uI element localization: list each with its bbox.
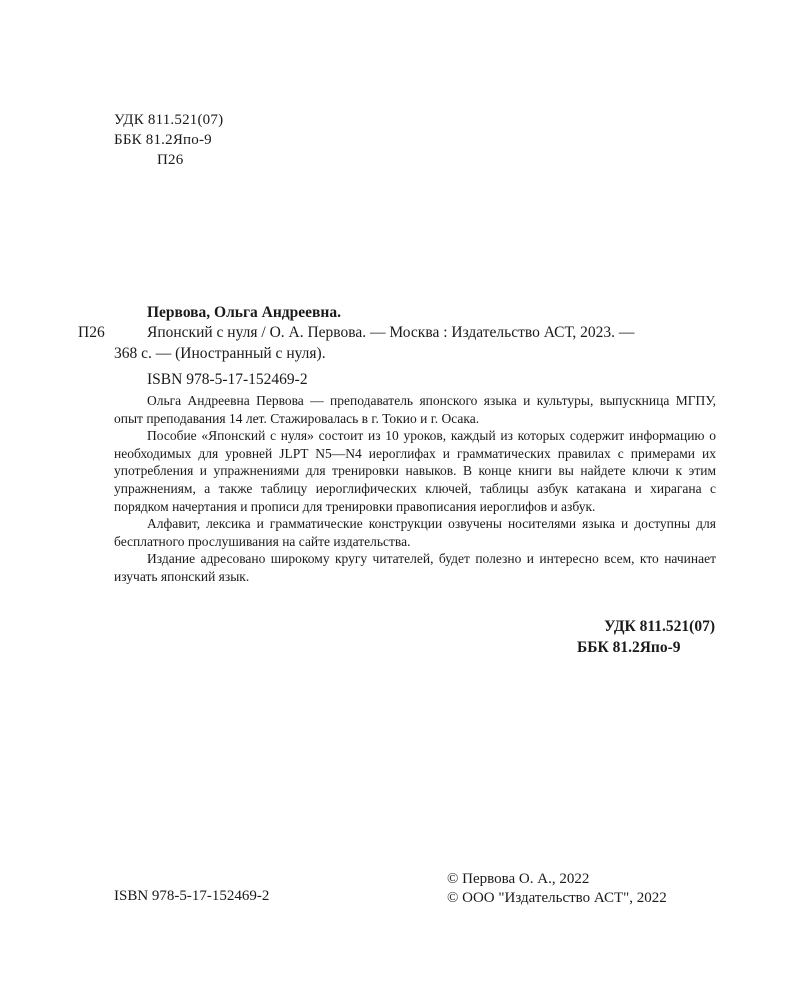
annotation-paragraph: Ольга Андреевна Первова — преподаватель японского языка и культуры, выпускница МГПУ, опыт преподавания 14 лет. Стажировалась в г. Токио и г. Осака. xyxy=(114,393,716,426)
bbk-code-bottom: ББК 81.2Япо-9 xyxy=(577,639,681,656)
author-mark-side: П26 xyxy=(78,324,105,341)
udk-code-top: УДК 811.521(07) xyxy=(114,112,224,128)
author-mark-top: П26 xyxy=(157,152,184,168)
udk-code-bottom: УДК 811.521(07) xyxy=(604,618,715,635)
bibliographic-title-line-1: Японский с нуля / О. А. Первова. — Москва : Издательство АСТ, 2023. — xyxy=(147,324,635,341)
bibliographic-title-line-2: 368 с. — (Иностранный с нуля). xyxy=(114,345,326,362)
copyright-author: © Первова О. А., 2022 xyxy=(447,871,590,887)
author-heading: Первова, Ольга Андреевна. xyxy=(147,304,341,321)
annotation-paragraph: Издание адресовано широкому кругу читателей, будет полезно и интересно всем, кто начинает изучать японский язык. xyxy=(114,551,716,584)
footer-isbn: ISBN 978-5-17-152469-2 xyxy=(114,888,270,904)
annotation xyxy=(114,392,716,586)
annotation-paragraph: Пособие «Японский с нуля» состоит из 10 уроков, каждый из которых содержит информацию о необходимых для уровней JLPT N5—N4 иероглифах и грамматических правилах с примерами их употребления и упражнениями для тренировки навыков. В конце книги вы найдете ключи к этим упражнениям, а также таблицу иероглифических ключей, таблицы азбук катакана и хирагана с порядком начертания и прописи для тренировки правописания иероглифов и азбук. xyxy=(114,428,716,514)
copyright-publisher: © ООО "Издательство АСТ", 2022 xyxy=(447,890,667,906)
bbk-code-top: ББК 81.2Япо-9 xyxy=(114,132,212,148)
record-isbn: ISBN 978-5-17-152469-2 xyxy=(147,371,308,388)
annotation-paragraph: Алфавит, лексика и грамматические конструкции озвучены носителями языка и доступны для бесплатного прослушивания на сайте издательства. xyxy=(114,516,716,549)
